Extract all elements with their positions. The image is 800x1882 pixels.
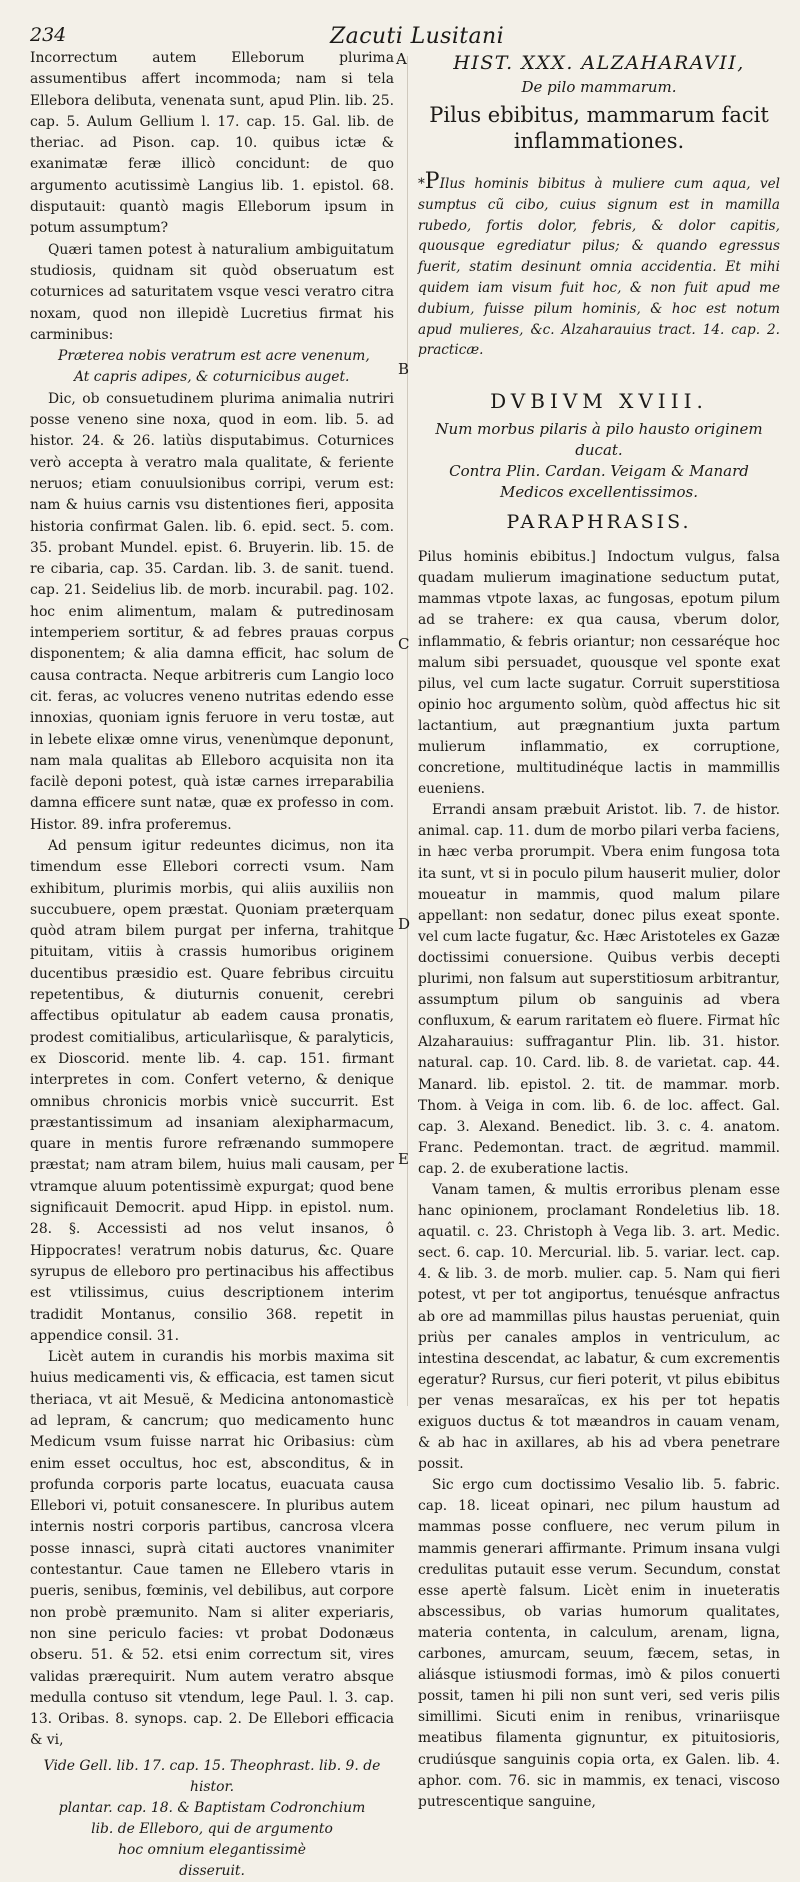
- closing-line: Vide Gell. lib. 17. cap. 15. Theophrast. lib. 9. de histor.: [43, 1757, 381, 1795]
- closing-lines: [30, 1756, 394, 1882]
- paragraph: Ad pensum igitur redeuntes dicimus, non ita timendum esse Ellebori correcti vsum. Nam exhibitum, plurimis morbis, qui aliis auxiliis non succubuere, opem præstat. Quoniam præterquam quòd atram bilem purgat per inferna, trahitque pituitam, vitiis à crassis humoribus originem ducentibus præsidio est. Quare febribus circuitu repetentibus, & diuturnis conuenit, cerebri affectibus opitulatur ab eadem causa pronatis, prodest comitialibus, articularìisque, & paralyticis, ex Dioscorid. mente lib. 4. cap. 151. firmant interpretes in com. Confert veterno, & denique omnibus chronicis morbis vnicè succurrit. Est præstantissimum ad insaniam alexipharmacum, quare in mentis furore refrænando summopere præstat; nam atram bilem, huius mali causam, per vtramque aluum potentissimè expurgat; quod bene significauit Democrit. apud Hipp. in epistol. num. 28. §. Accessisti ad nos velut insanos, ô Hippocrates! veratrum nobis daturus, &c. Quare syrupus de elleboro pro pertinacibus his affectibus est vtilissimus, cuius descriptionem interim tradidit Montanus, consilio 368. repetit in appendice consil. 31.: [30, 837, 394, 1344]
- alzaharavius-note: [418, 169, 780, 361]
- history-title: HIST. XXX. ALZAHARAVII,: [453, 52, 745, 74]
- question-line: Num morbus pilaris à pilo hausto originem ducat.: [435, 420, 763, 460]
- paragraph: Quæri tamen potest à naturalium ambiguitatum studiosis, quidnam sit quòd obseruatum est coturnices ad saturitatem vsque vesci veratro citra noxam, quod non illepidè Lucretius firmat his carminibus:: [30, 241, 394, 343]
- history-subtitle: De pilo mammarum.: [521, 78, 677, 96]
- closing-line: lib. de Elleboro, qui de argumento: [91, 1820, 333, 1837]
- margin-letter-d: D: [398, 915, 411, 933]
- margin-letter-e: E: [398, 1150, 409, 1168]
- left-column: [30, 48, 394, 1879]
- verse-line: At capris adipes, & coturnicibus auget.: [74, 369, 350, 386]
- paragraph: Dic, ob consuetudinem plurima animalia nutriri posse veneno sine noxa, quod in eom. lib. 5. ad histor. 24. & 26. latiùs disputabimus. Coturnices verò accepta à veratro mala qualitate, & feriente neruos; etiam conuulsionibus corripi, verum est: nam & huius carnis vsu distentiones fieri, apposita historia confirmat Galen. lib. 6. epid. sect. 5. com. 35. probant Mundel. epist. 6. Bruyerin. lib. 15. de re cibaria, cap. 35. Cardan. lib. 3. de sanit. tuend. cap. 21. Seidelius lib. de morb. incurabil. pag. 102. hoc enim alimentum, malam & putredinosam intemperiem sortitur, & ad febres prauas corpus disponentem; & alia damna efficit, hac solum de causa contracta. Neque arbitreris cum Langio loco cit. feras, ac volucres veneno nutritas edendo esse innoxias, quoniam ignis feruore in veru tostæ, aut in lebete elixæ omne virus, venenùmque deponunt, nam mala qualitas ab Elleboro acquisita non ita facilè deponi potest, quà istæ carnes irreparabilia damna efficere sunt natæ, quæ ex professo in com. Histor. 89. infra proferemus.: [30, 390, 394, 833]
- right-column: [418, 48, 780, 1810]
- verse-line: Præterea nobis veratrum est acre venenum,: [58, 348, 370, 365]
- running-head: Zacuti Lusitani: [330, 24, 505, 49]
- paragraph: Errandi ansam præbuit Aristot. lib. 7. de histor. animal. cap. 11. dum de morbo pilari verba faciens, in hæc verba prorumpit. Vbera enim fungosa tota ita sunt, vt si in poculo pilum hauserit mulier, dolor moueatur in mammis, quod malum pilare appellant: non sedatur, donec pilus exeat sponte. vel cum lacte fugatur, &c. Hæc Aristoteles ex Gazæ doctissimi conuersione. Quibus verbis decepti plurimi, non falsum aut superstitiosum arbitrantur, assumptum pilum ob sanguinis ad vbera confluxum, & earum raritatem eò fluere. Firmat hîc Alzaharauius: suffragantur Plin. lib. 31. histor. natural. cap. 10. Card. lib. 8. de varietat. cap. 44. Manard. lib. epistol. 2. tit. de mammar. morb. Thom. à Veiga in com. lib. 6. de loc. affect. Gal. cap. 3. Alexand. Benedict. lib. 3. c. 4. anatom. Franc. Pedemontan. tract. de ægritud. mammil. cap. 2. de exuberatione lactis.: [418, 802, 780, 1177]
- question-line: Contra Plin. Cardan. Veigam & Manard: [449, 462, 749, 481]
- page-number: 234: [30, 24, 67, 46]
- asterisk-icon: *: [418, 176, 425, 192]
- drop-initial: P: [424, 169, 440, 194]
- paragraph: Incorrectum autem Elleborum plurima assumentibus affert incommoda; nam si tela Ellebora delibuta, venenata sunt, apud Plin. lib. 25. cap. 5. Aulum Gellium l. 17. cap. 15. Gal. lib. de theriac. ad Pison. cap. 10. quibus ictæ & exanimatæ feræ illicò concidunt: de quo argumento acutissimè Langius lib. 1. epistol. 68. disputauit: quantò magis Elleborum ipsum in potum assumptum?: [30, 50, 394, 237]
- closing-line: disseruit.: [179, 1862, 245, 1879]
- question-line: Medicos excellentissimos.: [499, 483, 699, 502]
- column-divider: [407, 56, 408, 1406]
- note-text: Ilus hominis bibitus à muliere cum aqua, vel sumptus cũ cibo, cuius signum est in mamilla rubedo, fortis dolor, febris, & dolor capitis, quousque egrediatur pilus; & quando egressus fuerit, statim desinunt omnia accidentia. Et mihi quidem iam visum fuit hoc, & non fuit apud me dubium, fuisse pilum hominis, & hoc est notum apud mulieres, &c. Alzaharauius tract. 14. cap. 2. practicæ.: [418, 176, 780, 359]
- margin-letter-a: A: [396, 50, 407, 68]
- paragraph: Licèt autem in curandis his morbis maxima sit huius medicamenti vis, & efficacia, est tamen sicut theriaca, vt ait Mesuë, & Medicina antonomasticè ad lepram, & cancrum; quo medicamento hunc Medicum vsum fuisse narrat hic Oribasius: cùm enim esset occultus, hoc est, absconditus, & in profunda corporis parte locatus, euacuata causa Ellebori vi, potuit consanescere. In pluribus autem internis nostri corporis partibus, cancrosa vlcera posse innasci, suprà citati auctores vnanimiter contestantur. Caue tamen ne Ellebero vtaris in pueris, senibus, fœminis, vel debilibus, aut corpore non probè præmunito. Nam si aliter experiaris, non sine periculo facies: vt probat Dodonæus obseru. 51. & 52. etsi enim correctum sit, vires validas prærequirit. Num autem veratro absque medulla contuso sit vtendum, lege Paul. l. 3. cap. 13. Oribas. 8. synops. cap. 2. De Ellebori efficacia & vi,: [30, 1349, 394, 1749]
- paragraph: Vanam tamen, & multis erroribus plenam esse hanc opinionem, proclamant Rondeletius lib. 18. aquatil. c. 23. Christoph à Vega lib. 3. art. Medic. sect. 6. cap. 10. Mercurial. lib. 5. variar. lect. cap. 4. & lib. 3. de morb. mulier. cap. 5. Nam qui fieri potest, vt per tot angiportus, tenuésque anfractus ab ore ad mammillas pilus haustas perueniat, quin priùs per canales amplos in ventriculum, ac intestina descendat, ac labatur, & cum excrementis egeratur? Rursus, cur fieri poterit, vt pilus ebibitus per venas mesaraïcas, ex his per tot hepatis exiguos ductus & tot mæandros in cauam venam, & ab hac in axillares, ab his ad vbera penetrare possit.: [418, 1181, 780, 1473]
- paraphrasis-heading: PARAPHRASIS.: [506, 511, 692, 534]
- dubium-question: [418, 419, 780, 503]
- margin-letter-c: C: [398, 635, 410, 653]
- margin-letter-b: B: [398, 360, 410, 378]
- dubium-heading: DVBIVM XVIII.: [490, 389, 708, 414]
- paragraph: Sic ergo cum doctissimo Vesalio lib. 5. fabric. cap. 18. liceat opinari, nec pilum haustum ad mammas posse confluere, nec verum pilum in mammis generari affirmante. Primum insana vulgi credulitas putauit esse verum. Secundum, constat esse apertè falsum. Licèt enim in inueteratis abscessibus, ob varias humorum qualitates, materia contenta, in calculum, arenam, ligna, carbones, amurcam, seuum, fæcem, setas, in aliásque istiusmodi formas, imò & pilos conuerti possit, tamen hi pili non sunt veri, sed veris pilis simillimi. Sicuti enim in renibus, vrinariisque meatibus filamenta gignuntur, ex pituitosioris, crudiúsque sanguinis copia orta, ex Galen. lib. 4. aphor. com. 76. sic in mammis, ex tenaci, viscoso putrescentique sanguine,: [418, 1477, 780, 1810]
- closing-line: plantar. cap. 18. & Baptistam Codronchium: [58, 1799, 366, 1816]
- history-lemma: Pilus ebibitus, mammarum facit inflammationes.: [429, 103, 769, 153]
- closing-line: hoc omnium elegantissimè: [117, 1841, 307, 1858]
- paragraph: Pilus hominis ebibitus.] Indoctum vulgus, falsa quadam mulierum imaginatione seductum putat, mammas vtpote laxas, ac fungosas, epotum pilum ad se trahere: ex qua causa, vberum dolor, inflammatio, & febris oriantur; non cessaréque hoc malum sibi persuadet, quousque vel sponte exat pilus, vel cum lacte sugatur. Corruit superstitiosa opinio hoc argumento solùm, quòd affectus hic sit lactantium, aut prægnantium juxta partum mulierum inflammatio, ex corruptione, concretione, multitudinéque lactis in mammillis eueniens.: [418, 549, 780, 798]
